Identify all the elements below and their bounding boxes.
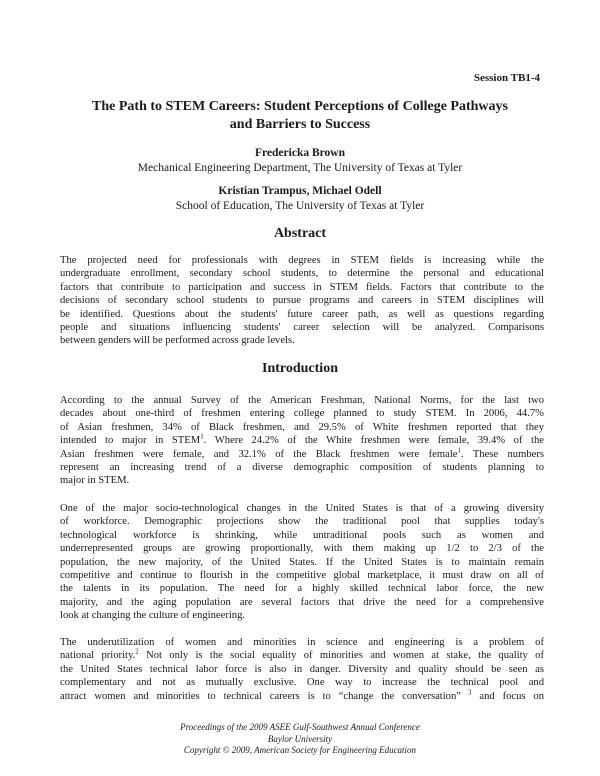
text-line: According to the annual Survey of the American Freshman, National Norms, for the last two [60,395,544,406]
text-line: competitive and continue to flourish in the competitive global marketplace, it must draw on all of [60,570,544,582]
text-line [60,434,544,447]
text-segment: attract women and minorities to technical careers is to “change the conversation” [60,690,461,702]
paper-title [60,98,540,134]
text-line: major in STEM. [60,475,130,487]
author-affiliation: School of Education, The University of Texas at Tyler [175,200,425,212]
text-line: of workforce. Demographic projections show the traditional pool that supplies today's [60,516,544,528]
text-line: The projected need for professionals with degrees in STEM fields is increasing while the [60,255,544,266]
intro-paragraph-1 [60,394,544,488]
text-line: decisions of secondary school students to pursue programs and careers in STEM disciplines will [60,295,544,307]
citation-superscript: 2 [135,647,139,656]
text-line: population, the new majority, of the United States. If the United States is to maintain remain [60,556,544,568]
text-line: decades about one-third of freshmen entering college planned to study STEM. In 2006, 44.7% [60,408,544,420]
title-line-1: The Path to STEM Careers: Student Perceptions of College Pathways [92,99,508,114]
footer-university: Baylor University [267,733,333,744]
text-line: majority, and the aging population are several factors that drive the need for a comprehensive [60,596,544,608]
text-line: of Asian freshmen, 34% of Black freshmen, and 29.5% of White freshmen reported that they [60,421,544,433]
text-line: look at changing the culture of engineering. [60,610,246,622]
text-line: underrepresented groups are growing proportionally, with them making up 1/2 to 2/3 of the [60,543,544,555]
text-line: One of the major socio-technological changes in the United States is that of a growing diversity [60,503,544,514]
footer-copyright: Copyright © 2009, American Society for Engineering Education [183,745,417,755]
citation-superscript: 3 [460,688,472,697]
text-line: The underutilization of women and minorities in science and engineering is a problem of [60,637,544,648]
text-segment: . Where 24.2% of the White freshmen were female, 39.4% of the [203,435,544,447]
text-line [60,649,544,662]
text-line: complementary and not as mutually exclusive. One way to increase the technical pool and [60,677,544,689]
footer-conference: Proceedings of the 2009 ASEE Gulf-Southwest Annual Conference [180,722,420,732]
author-name: Kristian Trampus, Michael Odell [218,185,382,197]
author-affiliation: Mechanical Engineering Department, The University of Texas at Tyler [137,162,463,174]
text-line [60,448,544,461]
text-line: between genders will be performed across grade levels. [60,335,295,347]
text-line: represent an increasing trend of a diverse demographic composition of students planning to [60,462,544,474]
text-segment: Not only is the social equality of minorities and women at stake, the quality of [138,650,545,662]
text-line: the talents in its population. The need for a highly skilled technical labor force, the new [60,583,544,595]
abstract-heading: Abstract [273,226,327,241]
author-name: Fredericka Brown [255,147,345,159]
citation-superscript: 1 [457,446,461,455]
text-line: technological workforce is shrinking, while untraditional pools such as women and [60,529,544,541]
text-segment: national priority. [60,650,136,662]
text-line [60,690,544,703]
text-segment: intended to major in STEM [60,435,201,447]
introduction-heading: Introduction [262,361,338,376]
text-segment: Asian freshmen were female, and 32.1% of the Black freshmen were female [60,448,458,460]
session-label: Session TB1-4 [473,72,540,84]
page-footer [60,722,540,757]
intro-paragraph-3 [60,636,544,703]
text-segment: . These numbers [460,448,544,460]
text-line: be identified. Questions about the students' future career path, as well as questions regarding [60,308,544,320]
citation-superscript: 1 [200,432,204,441]
text-segment: and focus on [471,690,545,702]
intro-paragraph-2 [60,502,544,623]
author-block-1 [60,146,540,176]
text-line: factors that contribute to participation and success in STEM fields. Factors that contribute to the [60,281,544,293]
text-line: people and situations influencing students' career selection will be analyzed. Comparisons [60,322,544,334]
text-line: undergraduate enrollment, secondary school students, to determine the personal and educational [60,268,544,280]
text-line: the United States technical labor force is also in danger. Diversity and quality should be seen as [60,663,544,675]
title-line-2: and Barriers to Success [229,117,371,132]
author-block-2 [60,184,540,214]
abstract-paragraph [60,254,544,348]
